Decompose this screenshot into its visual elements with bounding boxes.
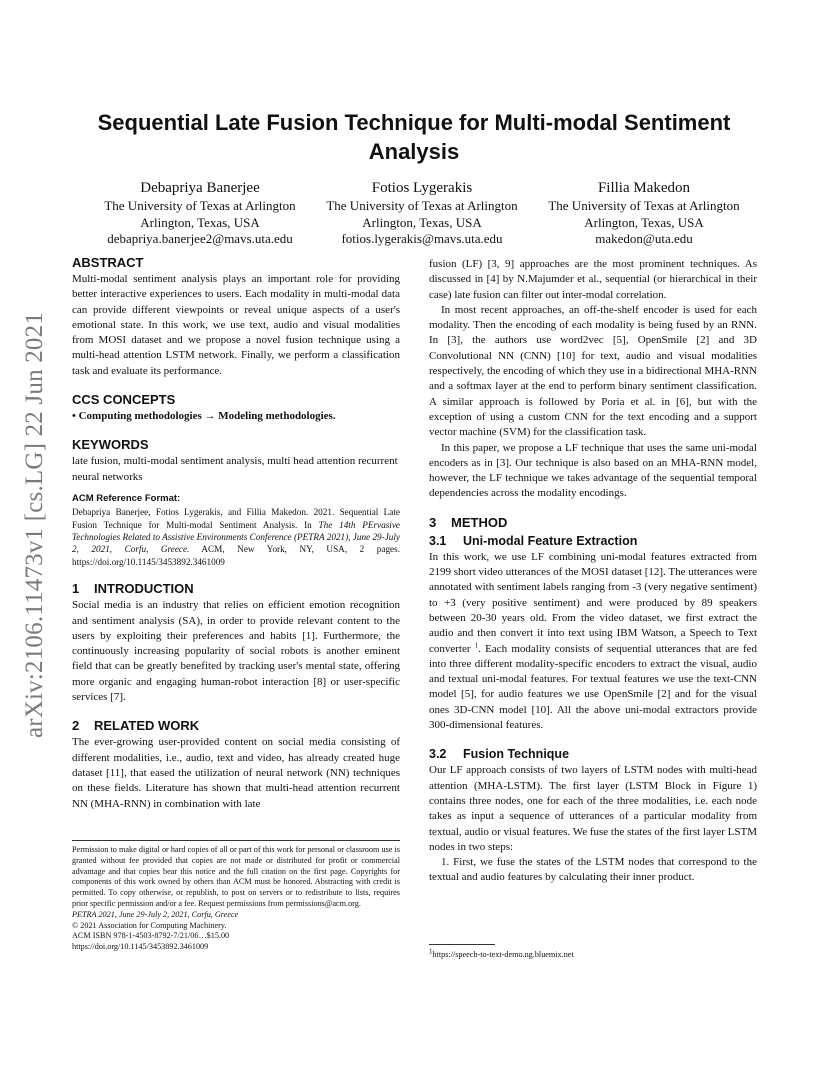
fusion-step-1: 1. First, we fuse the states of the LSTM nodes that correspond to the textual and audio features by calculating their inner product. <box>429 856 757 884</box>
abstract-text: Multi-modal sentiment analysis plays an important role for providing better interactive experiences to users. Each modality in multi-modal data can provide different viewpoints or reveal unique aspects of a user's emotional state. In this work, we use text, audio and visual modalities from MOSI dataset and we propose a novel fusion technique using a multi-head attention LSTM network. Finally, we perform a classification task and evaluate its performance. <box>72 273 400 377</box>
subsection-3-2-heading: 3.2 Fusion Technique <box>429 747 570 762</box>
section-method-heading: 3 METHOD <box>429 514 508 530</box>
related-text: The ever-growing user-provided content on social media consisting of different modalities, i.e., audio, text and video, has already created huge dataset [11], that eased the utilization of neural network (NN) techniques on these fields. Literature has shown that multi-head attention recurrent NN (MHA-RNN) in combination with late <box>72 736 400 810</box>
intro-text: Social media is an industry that relies on efficient emotion recognition and sentiment analysis (SA), in order to provide relevant content to the users by exploiting their preferences and habits [1]. Furthermore, the continuously increasing popularity of social robots is another eminent field that can be greatly benefited by tracking user's mental state, offering more organic and engaging human-robot interaction [8] or user-specific services [7]. <box>72 599 400 704</box>
permission-copyright: © 2021 Association for Computing Machinery. <box>72 920 227 930</box>
permission-notice <box>72 840 400 953</box>
permission-venue: PETRA 2021, June 29-July 2, 2021, Corfu, Greece <box>72 909 239 919</box>
acm-reference-heading: ACM Reference Format: <box>72 492 181 504</box>
author-affiliation: The University of Texas at Arlington <box>548 198 740 213</box>
paper-title: Sequential Late Fusion Technique for Multi-modal Sentiment Analysis <box>97 110 731 164</box>
author-3 <box>524 178 764 248</box>
author-email: makedon@uta.edu <box>595 231 693 246</box>
author-name: Debapriya Banerjee <box>140 180 260 196</box>
section-intro-heading: 1 INTRODUCTION <box>72 581 194 597</box>
author-affiliation: The University of Texas at Arlington <box>104 198 296 213</box>
arxiv-stamp-text: arXiv:2106.11473v1 [cs.LG] 22 Jun 2021 <box>21 311 48 739</box>
keywords-text: late fusion, multi-modal sentiment analysis, multi head attention recurrent neural networks <box>72 455 398 483</box>
author-location: Arlington, Texas, USA <box>140 214 260 230</box>
left-column <box>72 254 400 812</box>
author-2 <box>302 178 542 248</box>
author-location: Arlington, Texas, USA <box>584 214 704 230</box>
permission-isbn: ACM ISBN 978-1-4503-8792-7/21/06…$15.00 <box>72 931 230 941</box>
permission-text: Permission to make digital or hard copies of all or part of this work for personal or classroom use is granted without fee provided that copies are not made or distributed for profit or commercial advantage and that copies bear this notice and the full citation on the first page. Copyrights for components of this work owned by others than ACM must be honored. Abstracting with credit is permitted. To copy otherwise, or republish, to post on servers or to redistribute to lists, requires prior specific permission and/or a fee. Request permissions from permissions@acm.org. <box>72 845 400 908</box>
ccs-text: • Computing methodologies → Modeling methodologies. <box>72 410 336 423</box>
keywords-heading: KEYWORDS <box>72 437 149 453</box>
subsection-3-1-text: In this work, we use LF combining uni-modal features extracted from 2199 short video utterances of the MOSI dataset [12]. The utterances were annotated with sentiment labels ranging from -3 (very negative sentiment) to +3 (very positive sentiment) and were produced by 89 speakers between 20-30 years old. From the video dataset, we first extract the audio and then convert it into text using IBM Watson, a Speech to Text converter $^1$. Each modality consists of sequential utterances that are fed into three different modality-specific encoders to extract the visual, audio and textual uni-modal features. For textual features we use the text-CNN model [5], for audio features we use OpenSmile [2] and for the visual ones 3D-CNN model [10]. All the above uni-modal extractors provide 300-dimensional features. <box>429 550 757 732</box>
related-paragraph-3: In this paper, we propose a LF technique that uses the same uni-modal encoders as in [3]. Our technique is also based on an MHA-RNN model, however, the LF technique we takes advantage of the sequential temporal dependencies across the modality encodings. <box>429 441 757 500</box>
footnote-text: $^1$https://speech-to-text-demo.ng.bluemix.net <box>429 947 574 959</box>
subsection-3-1-heading: 3.1 Uni-modal Feature Extraction <box>429 533 638 548</box>
permission-doi: https://doi.org/10.1145/3453892.3461009 <box>72 942 209 952</box>
ccs-heading: CCS CONCEPTS <box>72 392 176 408</box>
related-paragraph-2: In most recent approaches, an off-the-shelf encoder is used for each modality. Then the encoding of each modality is being fused by an RNN. In [3], the authors use word2vec [5], OpenSmile [2] and 3D Convolutional NN (CNN) [10] for text, audio and visual modalities respectively, the encoding of which they use in a bidirectional MHA-RNN and a softmax layer at the end to perform binary sentiment classification. A similar approach is followed by Poria et al. in [6], but with the exception of using a custom CNN for the text encoding and a support vector machine (SVM) for the classification task. <box>429 303 757 439</box>
acm-reference-text: Debapriya Banerjee, Fotios Lygerakis, and Fillia Makedon. 2021. Sequential Late Fusion Technique for Multi-modal Sentiment Analysis. In The 14th PErvasive Technologies Related to Assistive Environments Conference (PETRA 2021), June 29-July 2, 2021, Corfu, Greece. ACM, New York, NY, USA, 2 pages. https://doi.org/10.1145/3453892.3461009 <box>72 507 401 567</box>
section-related-heading: 2 RELATED WORK <box>72 718 200 734</box>
author-email: fotios.lygerakis@mavs.uta.edu <box>341 231 503 246</box>
subsection-3-2-text: Our LF approach consists of two layers of LSTM nodes with multi-head attention (MHA-LSTM). The first layer (LSTM Block in Figure 1) contains three nodes, one for each of the three modalities, i.e. each node takes as input a sequence of utterances of a particular modality from textual, audio or visual features. We fuse the states of the first layer LSTM nodes in two steps: <box>429 764 757 853</box>
author-name: Fillia Makedon <box>597 180 691 196</box>
author-email: debapriya.banerjee2@mavs.uta.edu <box>107 231 293 246</box>
related-text-continued: fusion (LF) [3, 9] approaches are the most prominent techniques. As discussed in [4] by N.Majumder et al., sequential (or hierarchical in their case) late fusion can filter out inter-modal correlation. <box>429 258 757 301</box>
author-location: Arlington, Texas, USA <box>362 214 482 230</box>
arxiv-stamp <box>20 290 50 760</box>
author-affiliation: The University of Texas at Arlington <box>326 198 518 213</box>
author-1 <box>80 178 320 248</box>
author-name: Fotios Lygerakis <box>371 180 473 196</box>
right-column <box>429 257 757 886</box>
abstract-heading: ABSTRACT <box>72 255 144 270</box>
footnote <box>429 944 757 960</box>
